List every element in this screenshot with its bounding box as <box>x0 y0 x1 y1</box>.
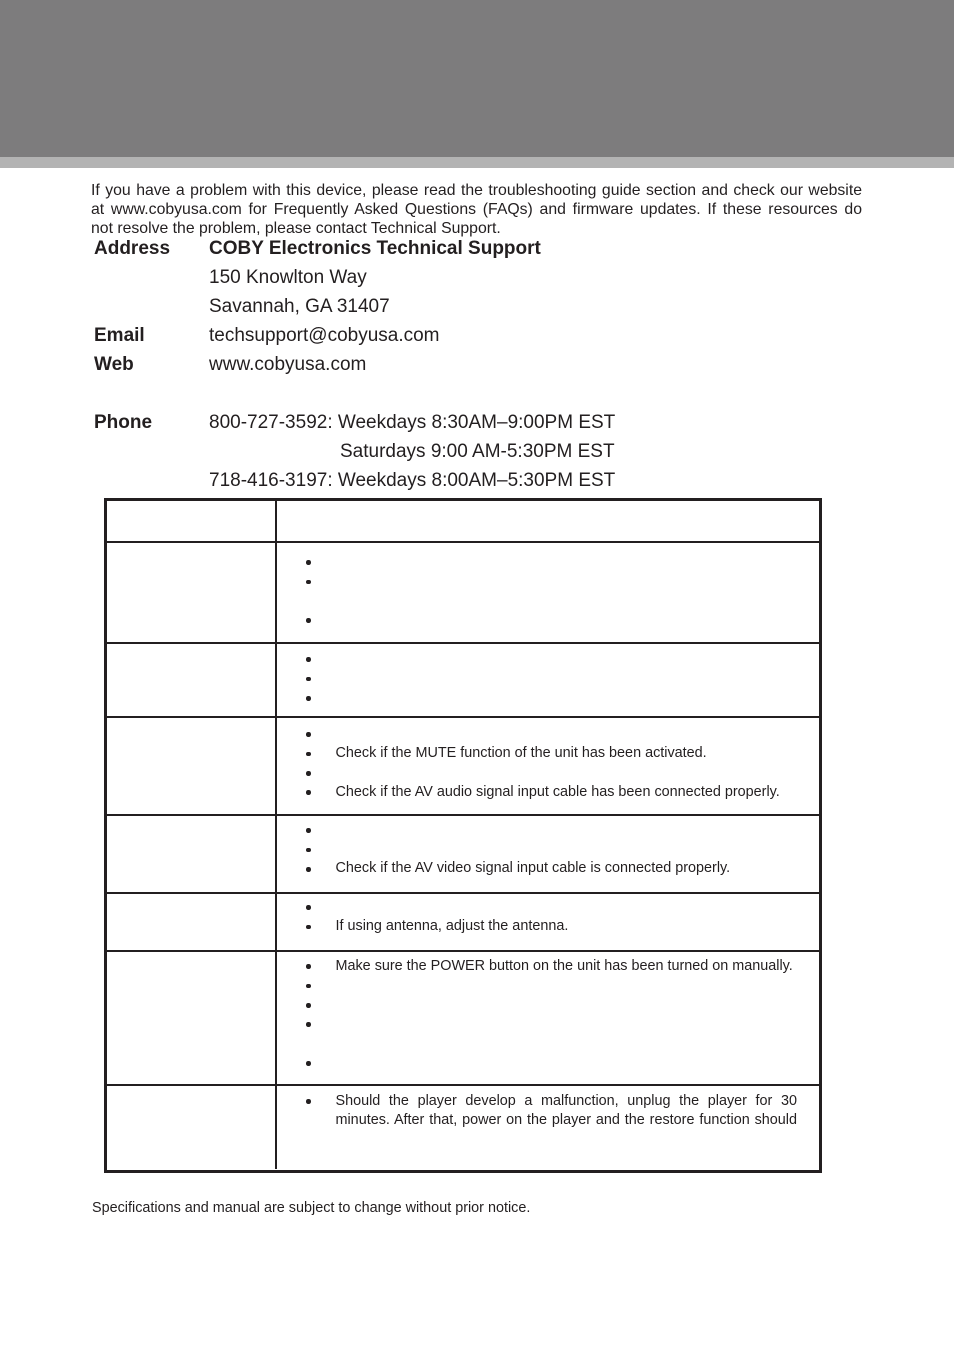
address-row <box>94 234 615 263</box>
phone-row <box>94 437 615 466</box>
table-row <box>107 892 819 950</box>
solution-cell <box>277 952 820 1084</box>
address-label-spacer <box>94 263 209 292</box>
bullet-icon <box>306 560 311 565</box>
solution-item <box>277 553 820 572</box>
intro-line: If you have a problem with this device, please read the troubleshooting guide section and check our website <box>91 181 862 199</box>
solution-item <box>277 1092 820 1131</box>
address-line: 150 Knowlton Way <box>209 266 367 288</box>
address-line: Savannah, GA 31407 <box>209 295 390 317</box>
bullet-icon <box>306 580 311 585</box>
phone-label-spacer <box>94 466 209 495</box>
troubleshooting-table <box>104 498 822 1173</box>
email-value: techsupport@cobyusa.com <box>209 324 440 346</box>
bullet-icon <box>306 618 311 623</box>
address-label-spacer <box>94 292 209 321</box>
solution-text: Check if the MUTE function of the unit has been activated. <box>335 744 707 761</box>
problem-cell <box>107 644 277 716</box>
solution-item <box>277 669 820 688</box>
solution-item <box>277 688 820 707</box>
solution-item <box>277 783 820 802</box>
solution-item <box>277 995 820 1014</box>
solution-item <box>277 898 820 917</box>
solution-text: Check if the AV audio signal input cable has been connected properly. <box>335 783 780 800</box>
bullet-icon <box>306 925 311 930</box>
solution-cell <box>277 1086 820 1170</box>
table-row <box>107 541 819 642</box>
table-row <box>107 716 819 814</box>
phone-row <box>94 466 615 495</box>
problem-cell <box>107 894 277 950</box>
solution-item <box>277 957 820 976</box>
phone-line: 800-727-3592: Weekdays 8:30AM–9:00PM EST <box>209 411 616 433</box>
solution-cell <box>277 894 820 950</box>
footer-notice: Specifications and manual are subject to change without prior notice. <box>92 1199 531 1216</box>
bullet-icon <box>306 867 311 872</box>
phone-label: Phone <box>94 411 153 433</box>
bullet-icon <box>306 984 311 989</box>
bullet-icon <box>306 1099 311 1104</box>
web-label: Web <box>94 353 134 375</box>
table-row <box>107 814 819 892</box>
bullet-icon <box>306 964 311 969</box>
solution-item <box>277 650 820 669</box>
table-row <box>107 642 819 716</box>
bullet-icon <box>306 1061 311 1066</box>
solution-cell <box>277 718 820 814</box>
solution-item <box>277 763 820 782</box>
table-header-row <box>107 501 819 541</box>
solution-item <box>277 725 820 744</box>
address-label: Address <box>94 237 171 259</box>
table-header-solution-cell <box>277 501 820 541</box>
address-line: COBY Electronics Technical Support <box>209 237 541 259</box>
address-row <box>94 292 615 321</box>
solution-text: Should the player develop a malfunction, unplug the player for 30 minutes. After that, power on the player and the restore function should <box>335 1092 797 1128</box>
solution-item <box>277 976 820 995</box>
problem-cell <box>107 1086 277 1170</box>
bullet-icon <box>306 828 311 833</box>
intro-line: at www.cobyusa.com for Frequently Asked Questions (FAQs) and firmware updates. If these resources do <box>91 200 862 218</box>
solution-item <box>277 1015 820 1054</box>
bullet-icon <box>306 696 311 701</box>
phone-line: Saturdays 9:00 AM-5:30PM EST <box>340 440 615 462</box>
web-value: www.cobyusa.com <box>209 353 367 375</box>
solution-cell <box>277 816 820 892</box>
header-band <box>0 0 954 157</box>
problem-cell <box>107 718 277 814</box>
solution-cell <box>277 543 820 642</box>
table-row <box>107 1084 819 1170</box>
phone-row <box>94 408 615 437</box>
bullet-icon <box>306 790 311 795</box>
solution-item <box>277 917 820 936</box>
solution-text: If using antenna, adjust the antenna. <box>335 917 569 934</box>
bullet-icon <box>306 677 311 682</box>
solution-item <box>277 840 820 859</box>
bullet-icon <box>306 752 311 757</box>
intro-line: not resolve the problem, please contact Technical Support. <box>91 219 501 237</box>
solution-item <box>277 572 820 611</box>
contact-spacer <box>94 379 615 408</box>
header-strip <box>0 157 954 168</box>
phone-label-spacer <box>94 437 209 466</box>
intro-paragraph <box>91 181 862 238</box>
solution-item <box>277 859 820 878</box>
solution-item <box>277 744 820 763</box>
web-row <box>94 350 615 379</box>
solution-text: Make sure the POWER button on the unit has been turned on manually. <box>335 957 793 974</box>
solution-cell <box>277 644 820 716</box>
bullet-icon <box>306 848 311 853</box>
solution-text: Check if the AV video signal input cable is connected properly. <box>335 860 731 877</box>
problem-cell <box>107 952 277 1084</box>
phone-line: 718-416-3197: Weekdays 8:00AM–5:30PM EST <box>209 469 616 491</box>
solution-item <box>277 611 820 630</box>
email-row <box>94 321 615 350</box>
problem-cell <box>107 543 277 642</box>
bullet-icon <box>306 732 311 737</box>
table-header-problem-cell <box>107 501 277 541</box>
problem-cell <box>107 816 277 892</box>
bullet-icon <box>306 771 311 776</box>
bullet-icon <box>306 1003 311 1008</box>
bullet-icon <box>306 657 311 662</box>
solution-item <box>277 821 820 840</box>
solution-item <box>277 1053 820 1072</box>
contact-info <box>94 234 615 495</box>
table-row <box>107 950 819 1084</box>
address-row <box>94 263 615 292</box>
bullet-icon <box>306 1022 311 1027</box>
email-label: Email <box>94 324 145 346</box>
bullet-icon <box>306 905 311 910</box>
